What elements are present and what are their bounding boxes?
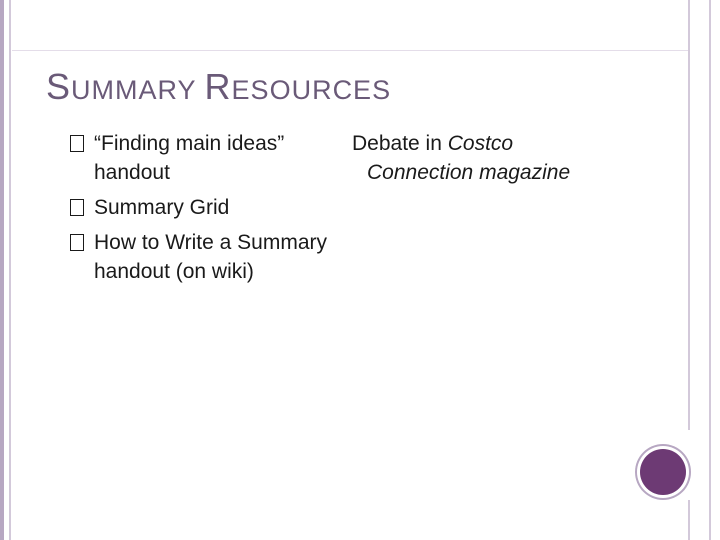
title-cap-1: S: [46, 66, 72, 107]
resource-list: [70, 129, 330, 292]
decorative-circle: [640, 449, 686, 495]
debate-note: [352, 129, 652, 187]
list-item-text: Summary Grid: [94, 196, 230, 219]
frame-line: [9, 0, 11, 540]
slide-title: [46, 66, 391, 108]
title-rest-2: ESOURCES: [231, 75, 392, 105]
frame-line: [709, 0, 711, 540]
frame-line: [688, 500, 690, 540]
title-rest-1: UMMARY: [71, 75, 205, 105]
list-item-text: “Finding main ideas” handout: [94, 132, 285, 184]
debate-prefix: Debate in: [352, 132, 448, 155]
frame-line: [688, 0, 690, 430]
bullet-box-icon: [70, 234, 84, 251]
magazine-name-part1: Costco: [447, 132, 514, 155]
bullet-box-icon: [70, 199, 84, 216]
magazine-name-part2: Connection magazine: [367, 161, 571, 184]
list-item: [70, 193, 330, 222]
list-item: [70, 228, 330, 286]
title-cap-2: R: [204, 66, 232, 107]
list-item: [70, 129, 330, 187]
frame-line: [0, 0, 4, 540]
bullet-box-icon: [70, 135, 84, 152]
frame-rule: [12, 50, 688, 51]
list-item-text: How to Write a Summary handout (on wiki): [94, 231, 327, 283]
